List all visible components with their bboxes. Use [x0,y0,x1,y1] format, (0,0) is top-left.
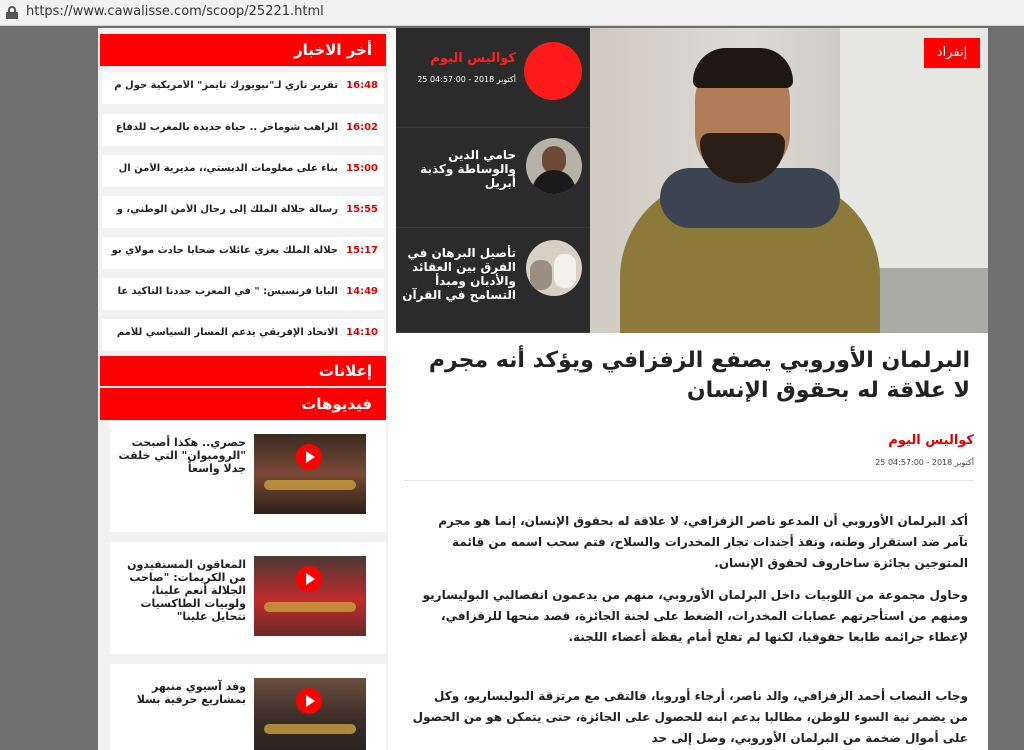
featured-item[interactable] [396,28,590,128]
latest-news-header: أخر الاخبار [100,34,386,66]
featured-date: 25 أكتوبر 2018 - 04:57:00 [417,75,516,84]
video-thumbnail[interactable] [254,556,366,636]
featured-list [396,28,590,333]
featured-thumbnail[interactable] [526,240,582,296]
news-item[interactable] [102,155,384,187]
ads-header: إعلانات [100,356,386,386]
news-link[interactable]: رسالة جلالة الملك إلى رجال الأمن الوطني، و [116,204,338,215]
news-item[interactable] [102,237,384,269]
article-date: 25 أكتوبر 2018 - 04:57:00 [875,458,974,467]
news-time: 15:55 [346,204,378,215]
news-time: 14:49 [346,286,378,297]
news-time: 16:48 [346,80,378,91]
featured-title[interactable]: حامي الدين والوساطة وكذبة أبريل [420,148,516,190]
featured-item[interactable] [396,128,590,228]
news-time: 16:02 [346,122,378,133]
main-content [396,28,988,750]
article-paragraph: أكد البرلمان الأوروبي أن المدعو ناصر الزفزافي، لا علاقة له بحقوق الإنسان، إنما هو مجرم تآمر ضد استقرار وطنه، ونفذ أجندات تجار المخدرات والسلاح، فتم سحب اسمه من قائمة المتوجين بجائزة ساخاروف لحقوق الإنسان. [438,514,968,570]
video-title[interactable]: وفد آسيوي منبهر بمشاريع حرفية بسلا [136,680,246,706]
article-paragraph: وجاب النصاب أحمد الزفزافي، والد ناصر، أرجاء أوروبا، فالتقى مع مرتزقة البوليساريو، وكل من يضمر نية السوء للوطن، مطالبا بدعم ابنه للحصول على الجائزة، حتى يتمكن هو من الحصول على أموال ضخمة من البرلمان الأوروبي، وصل إلى حد [412,689,968,745]
article-body [404,480,974,750]
news-item[interactable] [102,196,384,228]
video-card[interactable] [110,542,386,654]
exclusive-badge: إنفراد [924,38,980,68]
lock-icon [6,6,18,19]
play-icon[interactable] [296,566,322,592]
play-icon[interactable] [296,444,322,470]
featured-title[interactable]: كواليس اليوم [430,51,516,66]
news-link[interactable]: بناء على معلومات الديستي،، مديرية الأمن ال [118,163,338,174]
page [98,28,988,750]
featured-item[interactable] [396,228,590,333]
news-item[interactable] [102,114,384,146]
thumbnail-decoration [264,602,356,612]
news-time: 15:00 [346,163,378,174]
sidebar [98,28,388,750]
url-text[interactable]: https://www.cawalisse.com/scoop/25221.html [26,4,324,19]
news-time: 15:17 [346,245,378,256]
news-link[interactable]: تقرير ناري لـ"نيويورك تايمز" الأمريكية حول م [114,80,338,91]
hero-image[interactable] [590,28,988,333]
article-paragraph: وحاول مجموعة من اللوبيات داخل البرلمان الأوروبي، منهم من يدعمون انفصاليي البوليساريو ومنهم من استأجرتهم عصابات المخدرات، الضغط على لجنة الجائزة، قصد منحها للزفزافي، لإعطاء جرائمه طابعا حقوقيا، لكنها لم تفلح أمام يقظة أعضاء اللجنة. [422,588,968,644]
browser-url-bar[interactable] [0,0,1024,26]
article-title: البرلمان الأوروبي يصفع الزفزافي ويؤكد أنه مجرم لا علاقة له بحقوق الإنسان [428,348,970,403]
news-item[interactable] [102,319,384,351]
featured-title[interactable]: تأصيل البرهان في الفرق بين العقائد والأديان ومبدأ التسامح في القرآن [402,246,516,302]
article-source[interactable]: كواليس اليوم [888,433,974,448]
videos-header: فيديوهات [100,388,386,420]
featured-thumbnail[interactable] [526,138,582,194]
thumbnail-decoration [264,480,356,490]
thumbnail-decoration [264,724,356,734]
news-item[interactable] [102,72,384,104]
news-item[interactable] [102,278,384,310]
news-time: 14:10 [346,327,378,338]
video-title[interactable]: المعاقون المستفيدون من الكريمات: "صاحب الجلالة أنعم علينا، ولوبيات الطاكسيات تتحايل علينا" [127,558,246,623]
news-link[interactable]: الراهب شوماخر .. حياة جديدة بالمغرب للدفاع [115,122,338,133]
news-link[interactable]: الاتحاد الإفريقي يدعم المسار السياسي للأمم [116,327,338,338]
video-title[interactable]: حصري.. هكذا أصبحت "الرومبوان" التي خلقت جدلا واسعاً [118,436,246,475]
news-link[interactable]: جلالة الملك يعزي عائلات ضحايا حادث مولاي بو [111,245,338,256]
video-card[interactable] [110,664,386,750]
play-icon[interactable] [296,688,322,714]
featured-logo-circle [524,42,582,100]
video-card[interactable] [110,420,386,532]
video-thumbnail[interactable] [254,434,366,514]
news-link[interactable]: البابا فرنسيس: " في المغرب جددنا التأكيد عا [117,286,338,297]
video-thumbnail[interactable] [254,678,366,750]
